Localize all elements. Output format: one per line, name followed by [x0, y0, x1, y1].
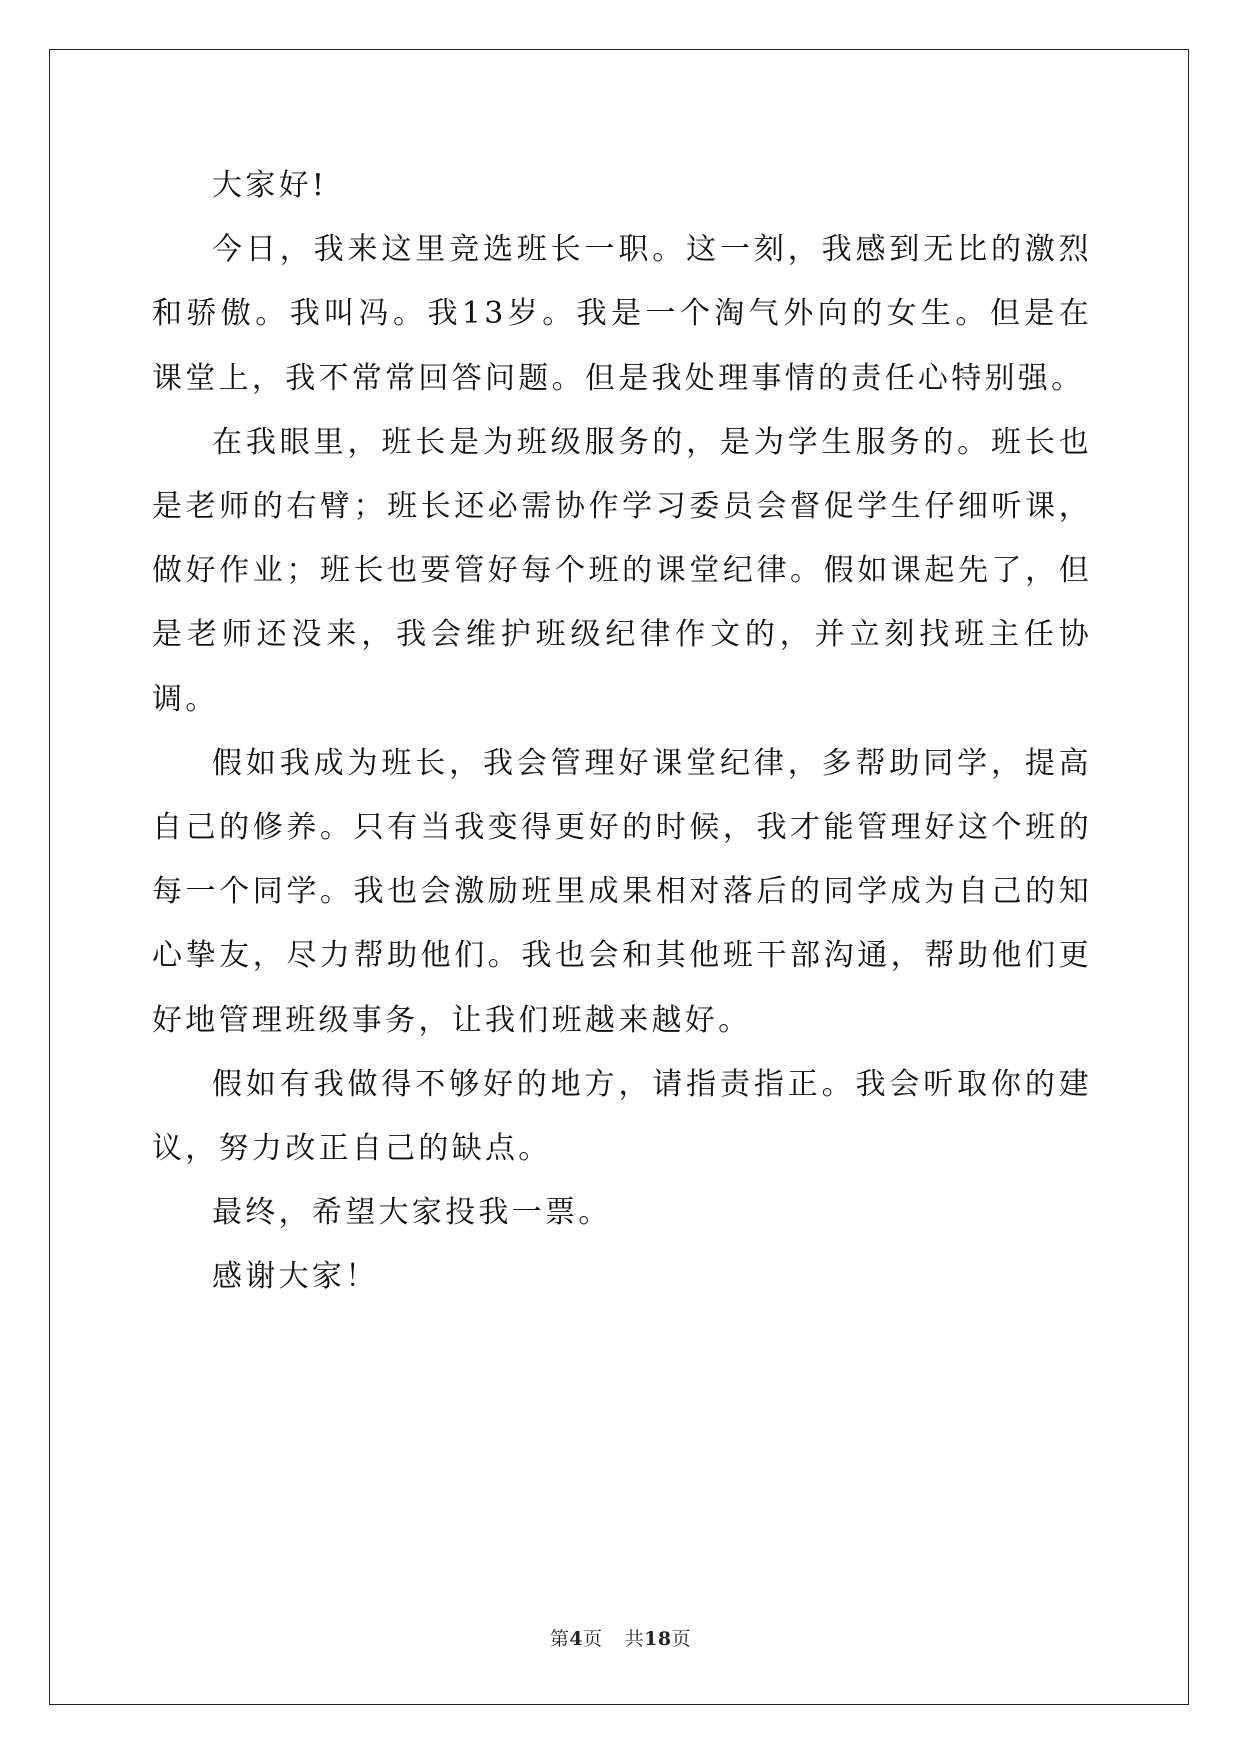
footer-total-prefix: 共 — [624, 1628, 645, 1650]
footer-page-suffix: 页 — [583, 1628, 603, 1650]
paragraph-thanks: 感谢大家！ — [212, 1259, 379, 1295]
paragraph-plans: 假如我成为班长，我会管理好课堂纪律，多帮助同学，提高自己的修养。只有当我变得更好的时候，我才能管理好这个班的每一个同学。我也会激励班里成果相对落后的同学成为自己的知心挚友，尽力帮助他们。我也会和其他班干部沟通，帮助他们更好地管理班级事务，让我们班越来越好。 — [152, 745, 1092, 1038]
page-footer — [0, 1624, 1241, 1651]
paragraph-introduction: 今日，我来这里竞选班长一职。这一刻，我感到无比的激烈和骄傲。我叫冯。我13岁。我是一个淘气外向的女生。但是在课堂上，我不常常回答问题。但是我处理事情的责任心特别强。 — [152, 232, 1092, 396]
footer-page-number: 4 — [569, 1628, 584, 1650]
footer-page-prefix: 第 — [549, 1628, 570, 1650]
paragraph-greeting: 大家好! — [212, 168, 328, 203]
paragraph-vote-request: 最终，希望大家投我一票。 — [212, 1195, 612, 1231]
paragraph-feedback: 假如有我做得不够好的地方，请指责指正。我会听取你的建议，努力改正自己的缺点。 — [152, 1066, 1092, 1167]
document-body — [152, 154, 1092, 1310]
footer-total-pages: 18 — [644, 1628, 672, 1650]
paragraph-monitor-duties: 在我眼里，班长是为班级服务的，是为学生服务的。班长也是老师的右臂；班长还必需协作学习委员会督促学生仔细听课，做好作业；班长也要管好每个班的课堂纪律。假如课起先了，但是老师还没来，我会维护班级纪律作文的，并立刻找班主任协调。 — [152, 424, 1092, 717]
footer-total-suffix: 页 — [671, 1628, 692, 1650]
